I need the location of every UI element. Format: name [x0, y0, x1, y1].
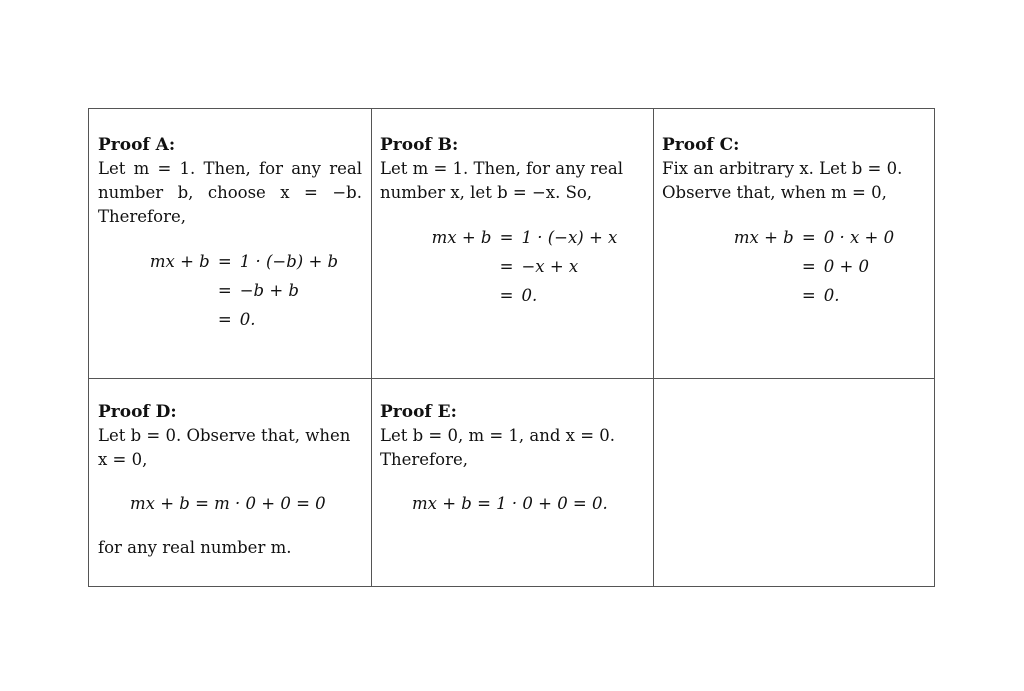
equals-sign: = — [801, 228, 816, 247]
proof-d-title: Proof D: — [98, 402, 177, 422]
proofs-table — [88, 108, 935, 587]
equation-rhs: −b + b — [239, 281, 299, 300]
equation-lhs — [405, 252, 491, 281]
proof-c-text: Fix an arbitrary x. Let b = 0. Observe that, when m = 0, — [662, 159, 903, 202]
proof-c-title: Proof C: — [662, 135, 740, 155]
equals-sign: = — [217, 281, 232, 300]
equation-rhs: −x + x — [521, 257, 579, 276]
proof-b-title: Proof B: — [380, 135, 459, 155]
proof-e-title: Proof E: — [380, 402, 457, 422]
equation-lhs: mx + b — [431, 228, 492, 247]
equals-sign: = — [499, 257, 514, 276]
proof-b-cell — [371, 109, 653, 378]
equation-lhs — [702, 252, 794, 281]
equation-rhs: 0. — [823, 286, 840, 305]
equation-lhs — [702, 281, 794, 310]
proof-d-conclusion: for any real number m. — [98, 538, 292, 557]
proof-d-equation: mx + b = m · 0 + 0 = 0 — [130, 494, 326, 513]
equation-rhs: 1 · (−x) + x — [521, 228, 618, 247]
proof-e-cell — [371, 378, 653, 587]
equation-lhs — [126, 305, 210, 334]
proof-b-equation — [405, 223, 644, 310]
proof-d-text: Let b = 0. Observe that, when x = 0, — [98, 426, 351, 469]
proof-e-equation: mx + b = 1 · 0 + 0 = 0. — [412, 494, 608, 513]
equals-sign: = — [801, 286, 816, 305]
proof-a-equation — [126, 247, 362, 334]
equals-sign: = — [801, 257, 816, 276]
proof-a-title: Proof A: — [98, 135, 176, 155]
equals-sign: = — [217, 252, 232, 271]
equation-rhs: 0. — [239, 310, 256, 329]
equation-rhs: 0. — [521, 286, 538, 305]
equals-sign: = — [499, 228, 514, 247]
equation-rhs: 0 + 0 — [823, 257, 870, 276]
equation-lhs: mx + b — [733, 228, 794, 247]
proof-a-text: Let m = 1. Then, for any real number b, choose x = −b. Therefore, — [98, 159, 362, 226]
proof-c-cell — [653, 109, 935, 378]
proof-a-cell — [89, 109, 371, 378]
proof-c-equation — [702, 223, 926, 310]
equals-sign: = — [499, 286, 514, 305]
proof-d-cell — [89, 378, 371, 587]
equation-rhs: 0 · x + 0 — [823, 228, 895, 247]
proof-e-text: Let b = 0, m = 1, and x = 0. Therefore, — [380, 426, 616, 469]
proof-b-text: Let m = 1. Then, for any real number x, let b = −x. So, — [380, 159, 624, 202]
equation-lhs — [126, 276, 210, 305]
equation-rhs: 1 · (−b) + b — [239, 252, 339, 271]
equation-lhs: mx + b — [149, 252, 210, 271]
equation-lhs — [405, 281, 491, 310]
empty-cell — [653, 378, 935, 587]
equals-sign: = — [217, 310, 232, 329]
